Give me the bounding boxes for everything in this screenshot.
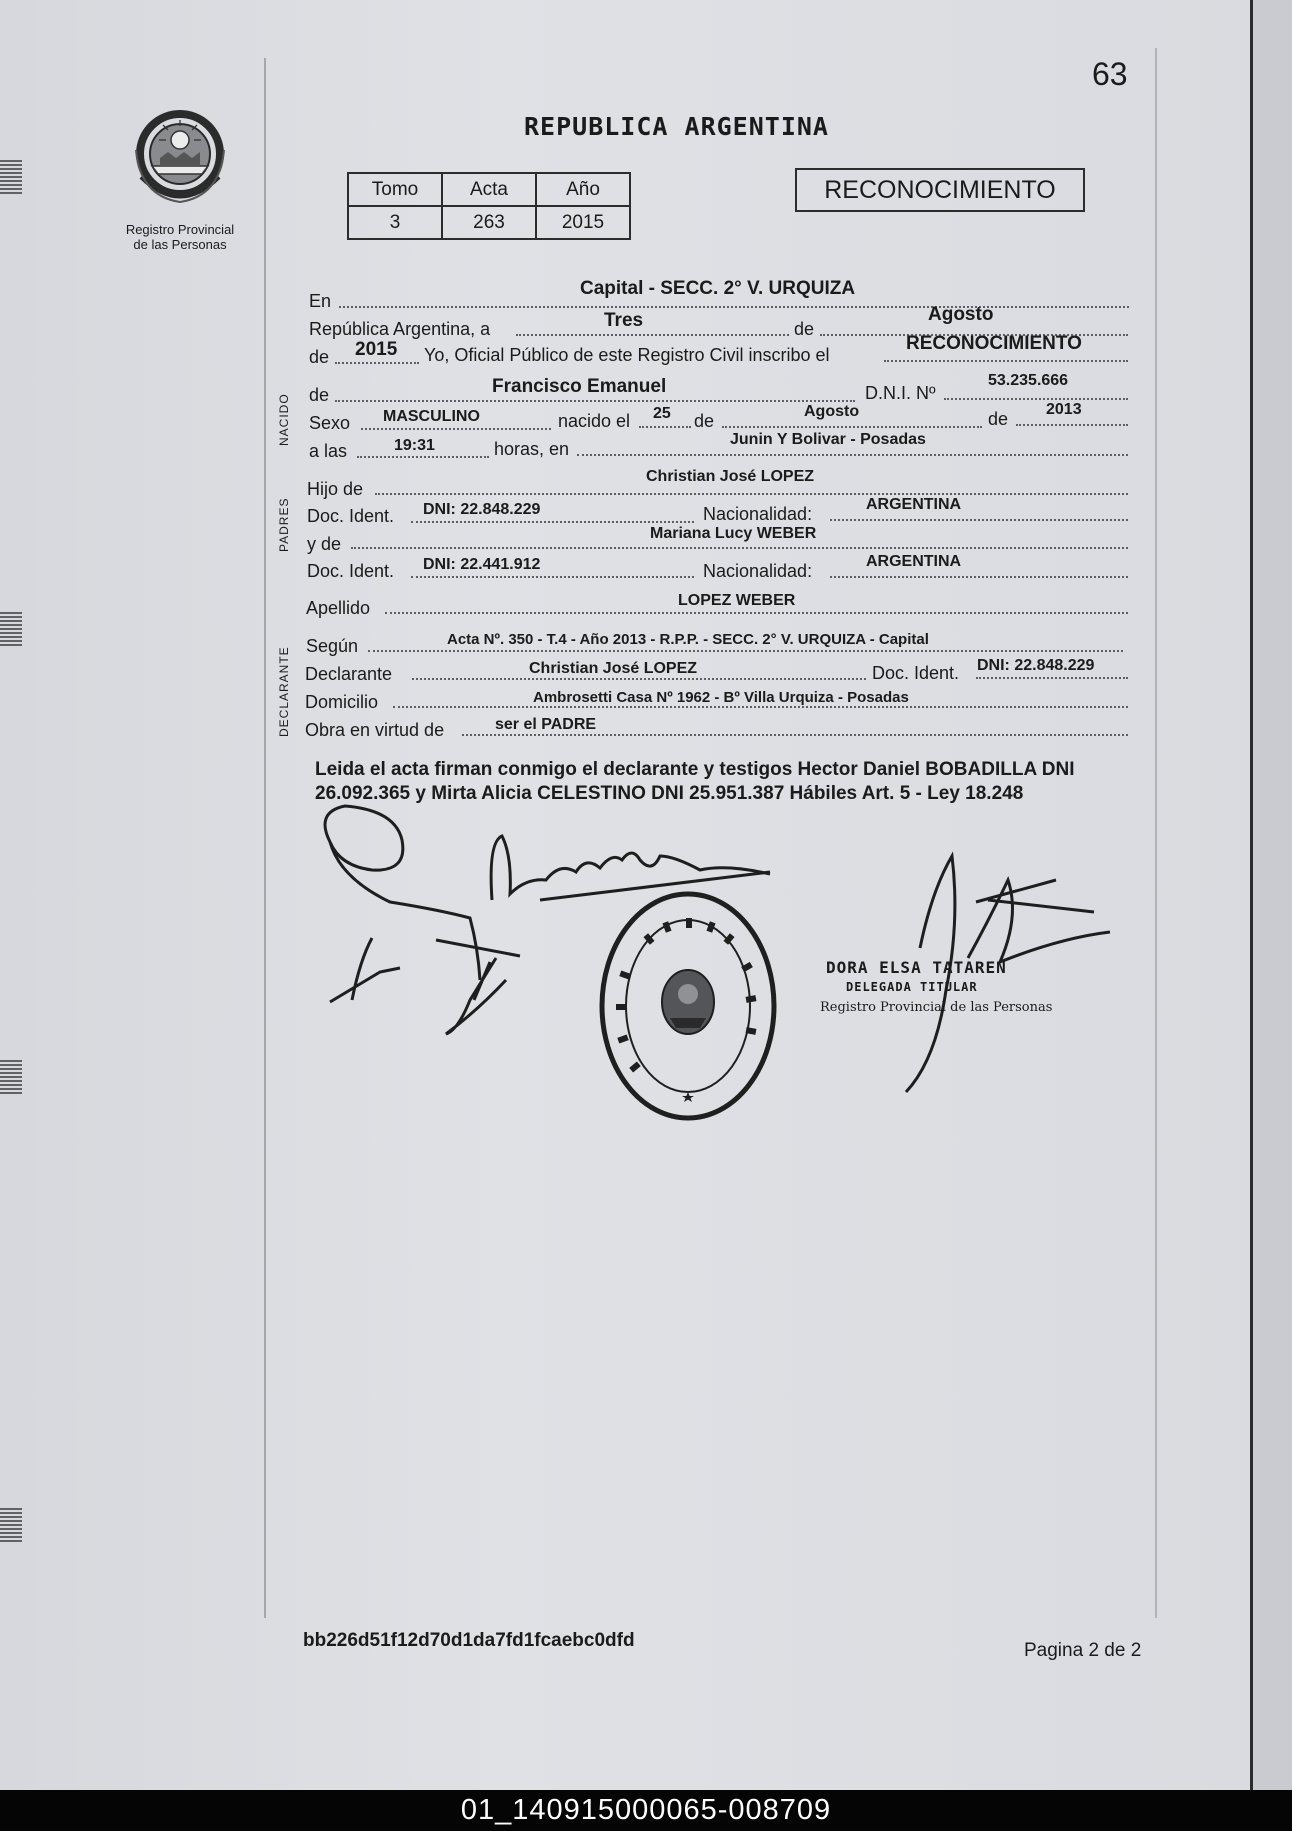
label-de: de [988, 409, 1009, 429]
label-nacido-el: nacido el [558, 411, 631, 431]
page-footer: Pagina 2 de 2 [1024, 1640, 1142, 1661]
tomo-header: Tomo [348, 173, 442, 206]
field-dia-nac: 25 [653, 405, 671, 422]
field-padre-doc: DNI: 22.848.229 [423, 501, 541, 518]
field-padre-nac: ARGENTINA [866, 496, 962, 513]
field-anio: 2015 [355, 339, 398, 360]
label-sexo: Sexo [309, 413, 351, 433]
field-declarante: Christian José LOPEZ [529, 660, 698, 677]
field-madre-doc: DNI: 22.441.912 [423, 556, 541, 573]
side-label-declarante: DECLARANTE [277, 646, 291, 737]
logo-caption: Registro Provincial de las Personas [125, 222, 235, 252]
field-dia-letras: Tres [604, 310, 644, 331]
label-y-de: y de [307, 534, 342, 554]
label-doc-ident: Doc. Ident. [872, 663, 960, 683]
label-nacionalidad: Nacionalidad: [703, 504, 813, 524]
field-apellido: LOPEZ WEBER [678, 592, 796, 609]
official-stamp-icon [598, 890, 778, 1122]
field-tipo-inscripcion: RECONOCIMIENTO [906, 333, 1082, 354]
label-de: de [694, 411, 715, 431]
file-id: 01_140915000065-008709 [460, 1794, 832, 1826]
field-anio-nac: 2013 [1046, 401, 1082, 418]
act-type-box: RECONOCIMIENTO [795, 168, 1085, 212]
acta-header: Acta [442, 173, 536, 206]
label-obra: Obra en virtud de [305, 720, 445, 740]
anio-value: 2015 [536, 206, 630, 239]
label-de: de [309, 347, 330, 367]
side-label-nacido: NACIDO [277, 393, 291, 446]
side-label-padres: PADRES [277, 497, 291, 552]
page-number: 63 [1092, 56, 1128, 92]
official-title: DELEGADA TITULAR [846, 980, 978, 994]
anio-header: Año [536, 173, 630, 206]
tomo-value: 3 [348, 206, 442, 239]
field-lugar-nac: Junin Y Bolivar - Posadas [730, 431, 926, 448]
label-dni: D.N.I. Nº [865, 383, 936, 403]
label-de: de [794, 319, 815, 339]
label-declarante: Declarante [305, 664, 393, 684]
label-doc-ident: Doc. Ident. [307, 561, 395, 581]
field-padre: Christian José LOPEZ [646, 468, 815, 485]
field-lugar: Capital - SECC. 2° V. URQUIZA [580, 278, 856, 299]
field-declarante-doc: DNI: 22.848.229 [977, 657, 1095, 674]
field-dni: 53.235.666 [988, 372, 1069, 389]
label-yo: Yo, Oficial Público de este Registro Civil inscribo el [424, 345, 830, 365]
field-madre: Mariana Lucy WEBER [650, 525, 817, 542]
closing-statement: Leida el acta firman conmigo el declarante y testigos Hector Daniel BOBADILLA DNI 26.092.365 y Mirta Alicia CELESTINO DNI 25.951.387 Hábiles Art. 5 - Ley 18.248 [315, 759, 1075, 804]
label-hijo-de: Hijo de [307, 479, 364, 499]
label-republica: República Argentina, a [309, 319, 491, 339]
official-name: DORA ELSA TATAREN [826, 958, 1007, 977]
field-madre-nac: ARGENTINA [866, 553, 962, 570]
field-domicilio: Ambrosetti Casa Nº 1962 - Bº Villa Urquiza - Posadas [533, 689, 909, 706]
declarant-signature [325, 806, 480, 980]
document-hash: bb226d51f12d70d1da7fd1fcaebc0dfd [303, 1630, 635, 1651]
label-horas-en: horas, en [494, 439, 570, 459]
field-obra: ser el PADRE [495, 716, 597, 733]
label-a-las: a las [309, 441, 348, 461]
field-nombre: Francisco Emanuel [492, 376, 667, 397]
label-apellido: Apellido [306, 598, 371, 618]
acta-value: 263 [442, 206, 536, 239]
scan-margin-mark [0, 1508, 22, 1542]
field-hora: 19:31 [394, 437, 435, 454]
field-mes: Agosto [928, 304, 994, 325]
label-segun: Según [306, 636, 359, 656]
field-segun: Acta Nº. 350 - T.4 - Año 2013 - R.P.P. - SECC. 2° V. URQUIZA - Capital [447, 631, 929, 648]
label-nacionalidad: Nacionalidad: [703, 561, 813, 581]
witness-signature [330, 938, 520, 1034]
document-title: REPUBLICA ARGENTINA [524, 112, 829, 141]
label-en: En [309, 291, 332, 311]
label-de: de [309, 385, 330, 405]
field-sexo: MASCULINO [383, 408, 480, 425]
field-mes-nac: Agosto [804, 403, 860, 420]
label-domicilio: Domicilio [305, 692, 379, 712]
official-office: Registro Provincial de las Personas [820, 1000, 1053, 1015]
label-doc-ident: Doc. Ident. [307, 506, 395, 526]
